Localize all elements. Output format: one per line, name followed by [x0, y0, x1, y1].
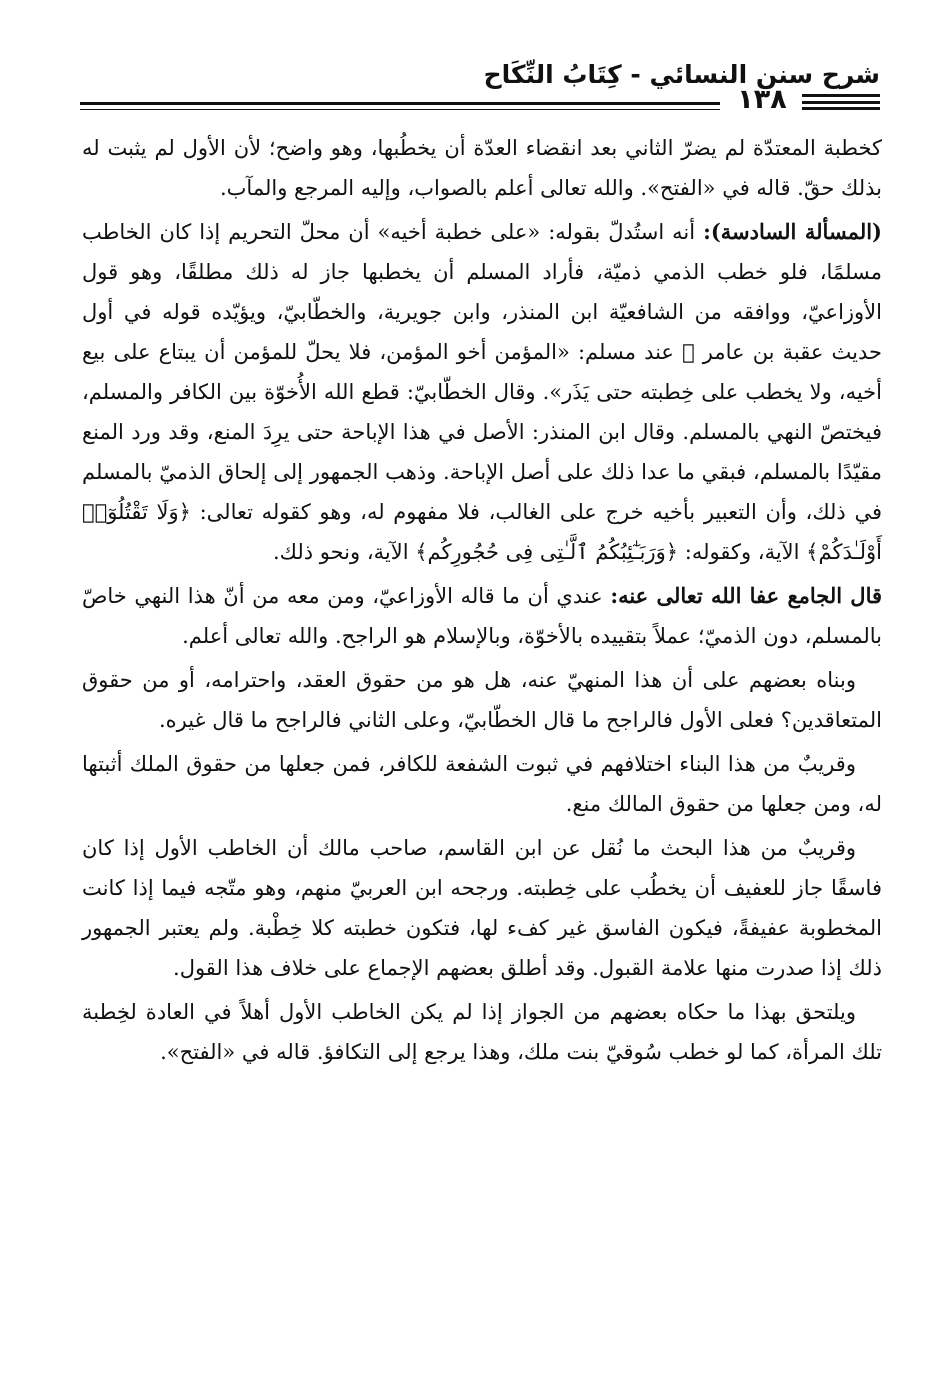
- paragraph-text: وقريبٌ من هذا البناء اختلافهم في ثبوت الشفعة للكافر، فمن جعلها من حقوق الملك أثبتها له، ومن جعلها من حقوق المالك منع.: [82, 752, 882, 816]
- paragraph-1: [82, 128, 882, 208]
- paragraph-text: وقريبٌ من هذا البحث ما نُقل عن ابن القاسم، صاحب مالك أن الخاطب الأول إذا كان فاسقًا جاز للعفيف أن يخطُب على خِطبته. ورجحه ابن العربيّ منهم، وهو متّجه فيما إذا كانت المخطوبة عفيفةً، فيكون الفاسق غير كفء لها، فتكون خطبته كلا خِطْبة. ولم يعتبر الجمهور ذلك إذا صدرت منها علامة القبول. وقد أطلق بعضهم الإجماع على خلاف هذا القول.: [82, 836, 882, 980]
- header-rule-long: [80, 102, 720, 110]
- paragraph-3: [82, 576, 882, 656]
- paragraph-4: [82, 660, 882, 740]
- header-rule-short: [802, 94, 880, 110]
- paragraph-text: وبناه بعضهم على أن هذا المنهيّ عنه، هل هو من حقوق العقد، واحترامه، أو من حقوق المتعاقدين؟ فعلى الأول فالراجح ما قال الخطّابيّ، وعلى الثاني فالراجح ما قال غيره.: [82, 668, 882, 732]
- paragraph-2: [82, 212, 882, 572]
- paragraph-6: [82, 828, 882, 988]
- body-text: [82, 128, 882, 1076]
- page-number: ١٣٨: [737, 84, 787, 115]
- paragraph-7: [82, 992, 882, 1072]
- paragraph-lead: (المسألة السادسة):: [703, 219, 882, 244]
- paragraph-text: عندي أن ما قاله الأوزاعيّ، ومن معه من أنّ هذا النهي خاصّ بالمسلم، دون الذميّ؛ عملاً بتقييده بالأخوّة، وبالإسلام هو الراجح. والله تعالى أعلم.: [82, 584, 882, 648]
- paragraph-lead: قال الجامع عفا الله تعالى عنه:: [610, 583, 883, 608]
- paragraph-text: ويلتحق بهذا ما حكاه بعضهم من الجواز إذا لم يكن الخاطب الأول أهلاً في العادة لخِطبة تلك المرأة، كما لو خطب سُوقيّ بنت ملك، وهذا يرجع إلى التكافؤ. قاله في «الفتح».: [82, 1000, 882, 1064]
- running-title: شرح سنن النسائي - كِتَابُ النِّكَاح: [483, 60, 880, 89]
- paragraph-5: [82, 744, 882, 824]
- paragraph-text: أنه استُدلّ بقوله: «على خطبة أخيه» أن محلّ التحريم إذا كان الخاطب مسلمًا، فلو خطب الذمي ذميّة، فأراد المسلم أن يخطبها جاز له ذلك مطلقًا، وهو قول الأوزاعيّ، ووافقه من الشافعيّة ابن المنذر، وابن جويرية، والخطّابيّ، ويؤيّده قوله في أول حديث عقبة بن عامر ﷺ عند مسلم: «المؤمن أخو المؤمن، فلا يحلّ للمؤمن أن يبتاع على بيع أخيه، ولا يخطب على خِطبته حتى يَذَر». وقال الخطّابيّ: قطع الله الأُخوّة بين الكافر والمسلم، فيختصّ النهي بالمسلم. وقال ابن المنذر: الأصل في هذا الإباحة حتى يرِدَ المنع، وقد ورد المنع مقيّدًا بالمسلم، فبقي ما عدا ذلك على أصل الإباحة. وذهب الجمهور إلى إلحاق الذميّ بالمسلم في ذلك، وأن التعبير بأخيه خرج على الغالب، فلا مفهوم له، وهو كقوله تعالى: ﴿وَلَا تَقْتُلُوٓا۟ أَوْلَـٰدَكُمْ﴾ الآية، وكقوله: ﴿وَرَبَـٰٓئِبُكُمُ ٱلَّـٰتِى فِى حُجُورِكُم﴾ الآية، ونحو ذلك.: [82, 220, 882, 564]
- paragraph-text: كخطبة المعتدّة لم يضرّ الثاني بعد انقضاء العدّة أن يخطُبها، وهو واضح؛ لأن الأول لم يثبت له بذلك حقّ. قاله في «الفتح». والله تعالى أعلم بالصواب، وإليه المرجع والمآب.: [82, 136, 882, 200]
- page-header: [80, 54, 880, 114]
